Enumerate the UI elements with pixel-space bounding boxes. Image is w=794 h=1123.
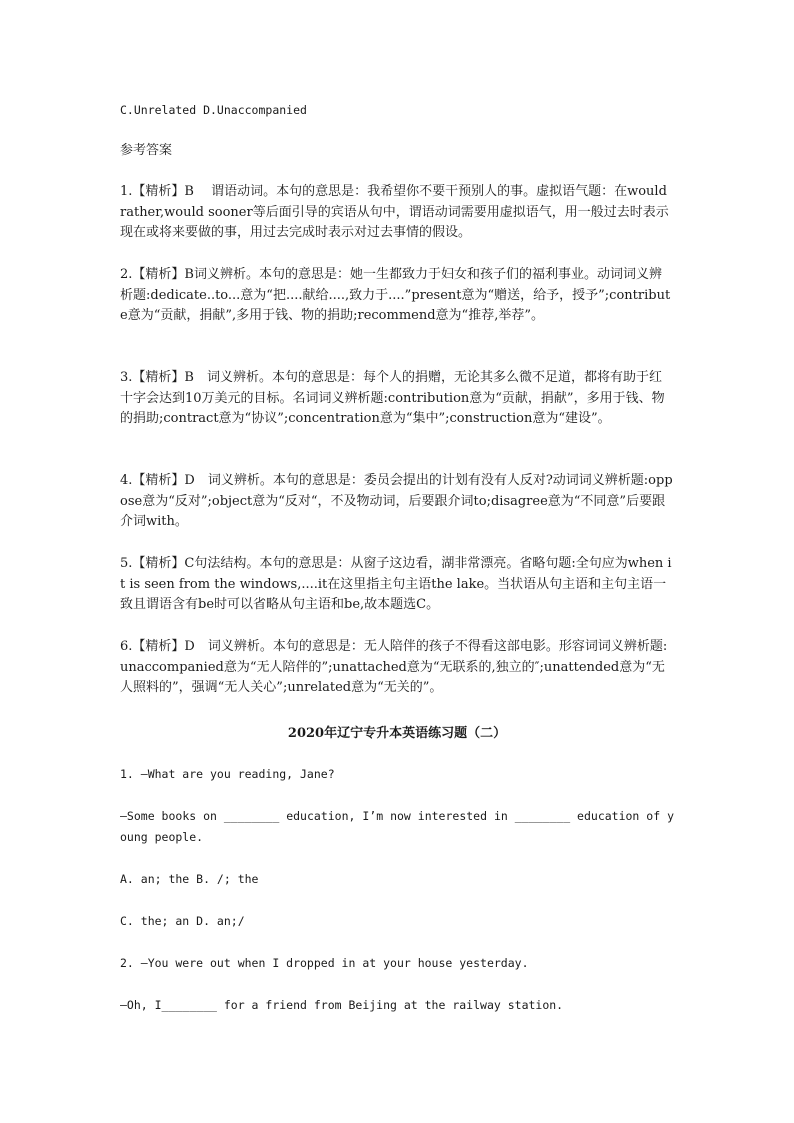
answers-heading: 参考答案 xyxy=(120,143,173,158)
question-2: 2. —You were out when I dropped in at your house yesterday. xyxy=(120,956,529,970)
answer-1: 1.【精析】B 谓语动词。本句的意思是：我希望你不要干预别人的事。虚拟语气题：在would rather,would sooner等后面引导的宾语从句中，谓语动词需要用虚拟语气，用一般过去时表示现在或将来要做的事，用过去完成时表示对过去事情的假设。 xyxy=(120,184,669,240)
question-1: 1. —What are you reading, Jane? xyxy=(120,767,335,781)
answer-5: 5.【精析】C句法结构。本句的意思是：从窗子这边看，湖非常漂亮。省略句题:全句应为when it is seen from the windows,....it在这里指主句主语the lake。当状语从句主语和主句主语一致且谓语含有be时可以省略从句主语和be,故本题选C。 xyxy=(120,556,672,612)
answer-2: 2.【精析】B词义辨析。本句的意思是：她一生都致力于妇女和孩子们的福利事业。动词词义辨析题:dedicate..to...意为“把....献给....,致力于....”present意为“赠送，给予，授予”;contribute意为“贡献，捐献”,多用于钱、物的捐助;recommend意为“推荐,举荐”。 xyxy=(120,267,671,323)
answer-6: 6.【精析】D 词义辨析。本句的意思是：无人陪伴的孩子不得看这部电影。形容词词义辨析题:unaccompanied意为“无人陪伴的”;unattached意为“无联系的,独立的″;unattended意为“无人照料的”，强调“无人关心”;unrelated意为“无关的”。 xyxy=(120,639,668,695)
question-2-reply: —Oh, I________ for a friend from Beijing at the railway station. xyxy=(120,998,564,1012)
question-1-options-cd: C. the; an D. an;/ xyxy=(120,914,245,928)
section-title: 2020年辽宁专升本英语练习题（二） xyxy=(287,726,507,741)
answer-3: 3.【精析】B 词义辨析。本句的意思是：每个人的捐赠，无论其多么微不足道，都将有助于红十字会达到10万美元的目标。名词词义辨析题:contribution意为“贡献，捐献”，多用于钱、物的捐助;contract意为“协议”;concentration意为“集中”;construction意为“建设”。 xyxy=(120,370,665,426)
question-1-reply: —Some books on ________ education, I’m now interested in ________ education of young people. xyxy=(120,809,674,844)
answer-4: 4.【精析】D 词义辨析。本句的意思是：委员会提出的计划有没有人反对?动词词义辨析题:oppose意为“反对”;object意为“反对“，不及物动词，后要跟介词to;disagree意为“不同意”后要跟介词with。 xyxy=(120,473,673,529)
question-1-options-ab: A. an; the B. /; the xyxy=(120,872,259,886)
options-c-d: C.Unrelated D.Unaccompanied xyxy=(120,103,307,117)
